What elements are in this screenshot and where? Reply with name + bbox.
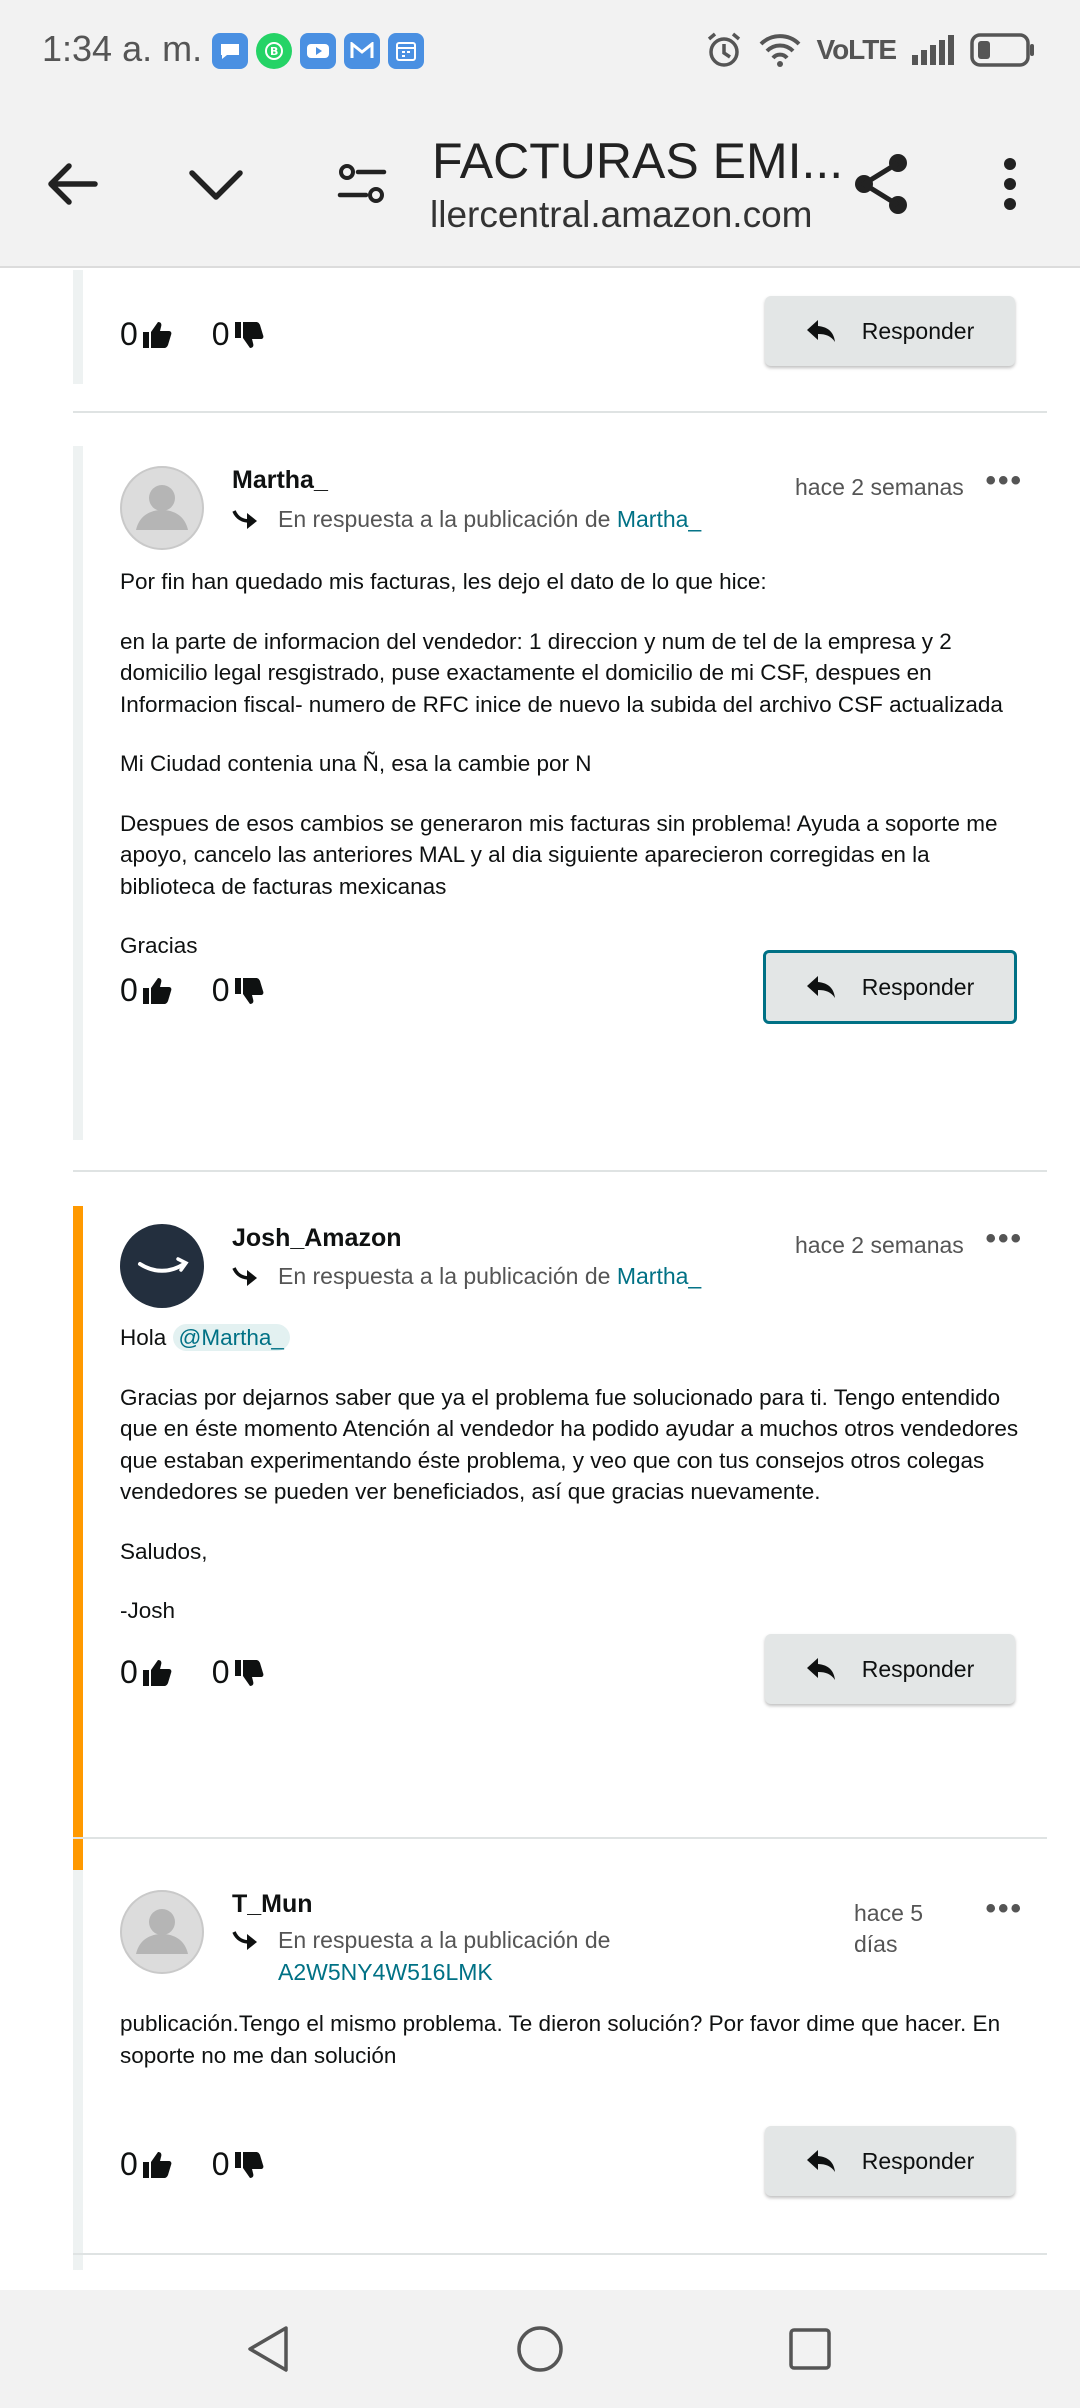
notification-icons	[212, 33, 424, 69]
square-recents-icon	[788, 2327, 832, 2371]
calendar-icon	[388, 33, 424, 69]
post-body: Por fin han quedado mis facturas, les dejo el dato de lo que hice: en la parte de informacion del vendedor: 1 direccion y num de tel de la empresa y 2 domicilio legal resgistrado, puse exactamente el domicilio de mi CSF, despues en Informacion fiscal- numero de RFC inice de nuevo la subida del archivo CSF actualizada Mi Ciudad contenia una Ñ, esa la cambie por N Despues de esos cambios se generaron mis facturas sin problema! Ayuda a soporte me apoyo, cancelo las anteriores MAL y al dia siguiente aparecieron corregidas en la biblioteca de facturas mexicanas Gracias	[120, 569, 1003, 958]
partial-post	[73, 270, 1047, 384]
nav-back-button[interactable]	[208, 2290, 328, 2408]
post-divider	[73, 1837, 1047, 1839]
post-username[interactable]: Josh_Amazon	[232, 1224, 402, 1252]
avatar[interactable]	[120, 1890, 204, 1974]
like-button[interactable]	[120, 316, 172, 353]
user-mention[interactable]: @Martha_	[173, 1324, 290, 1351]
avatar[interactable]	[120, 1224, 204, 1308]
status-indicators	[704, 30, 1036, 70]
reply-button[interactable]: Responder	[765, 2126, 1015, 2196]
dislike-button[interactable]	[212, 1654, 264, 1691]
dislike-count: 0	[211, 316, 230, 352]
whatsapp-business-icon	[256, 33, 292, 69]
like-button[interactable]	[120, 1654, 172, 1691]
triangle-back-icon	[246, 2324, 290, 2374]
post-timestamp: hace 5 días	[854, 1900, 924, 1957]
post-accent-bar	[73, 270, 83, 384]
post-username[interactable]: T_Mun	[232, 1890, 313, 1918]
post-t-mun	[73, 1870, 1047, 2270]
message-app-icon	[212, 33, 248, 69]
like-count: 0	[120, 972, 138, 1008]
reply-target-link[interactable]: A2W5NY4W516LMK	[278, 1959, 493, 1985]
post-username[interactable]: Martha_	[232, 466, 328, 494]
post-more-button[interactable]: •••	[985, 464, 1023, 497]
thumbs-down-icon	[234, 2151, 264, 2179]
nav-home-button[interactable]	[480, 2290, 600, 2408]
reply-arrow-icon	[806, 1657, 836, 1681]
svg-text:B: B	[270, 45, 279, 58]
reply-button[interactable]: Responder	[763, 950, 1017, 1024]
status-time: 1:34 a. m.	[42, 28, 203, 69]
thumbs-up-icon	[142, 321, 172, 349]
thumbs-up-icon	[142, 977, 172, 1005]
reply-branch-icon	[232, 1266, 260, 1290]
battery-icon	[970, 33, 1036, 67]
wifi-icon	[758, 32, 802, 68]
reply-arrow-icon	[806, 975, 836, 999]
reply-button[interactable]: Responder	[765, 1634, 1015, 1704]
like-button[interactable]	[120, 972, 172, 1009]
post-accent-bar	[73, 1870, 83, 2270]
more-options-button[interactable]	[970, 100, 1050, 268]
thumbs-up-icon	[142, 1659, 172, 1687]
reply-target-link[interactable]: Martha_	[616, 506, 702, 532]
like-count: 0	[120, 1654, 138, 1690]
youtube-icon	[300, 33, 336, 69]
reply-branch-icon	[232, 1930, 260, 1954]
reply-reference: En respuesta a la publicación de Martha_	[232, 503, 701, 535]
nav-recents-button[interactable]	[750, 2290, 870, 2408]
circle-home-icon	[516, 2325, 564, 2373]
share-button[interactable]	[840, 100, 924, 268]
post-divider	[73, 1170, 1047, 1172]
reply-reference: En respuesta a la publicación de Martha_	[232, 1260, 701, 1292]
vote-controls	[120, 316, 304, 353]
collapse-button[interactable]	[174, 100, 258, 268]
chevron-down-icon	[188, 167, 244, 201]
post-more-button[interactable]: •••	[985, 1222, 1023, 1255]
post-body: Hola @Martha_ Gracias por dejarnos saber que ya el problema fue solucionado para ti. Tengo entendido que en éste momento Atención al vendedor ha podido ayudar a muchos otros vendedores que estaban experimentando éste problema, y veo que con tus consejos otros colegas vendedores se pueden ver beneficiados, así que gracias nuevamente. Saludos, -Josh	[120, 1325, 1019, 1623]
reply-arrow-icon	[806, 2149, 836, 2173]
default-avatar-icon	[122, 1892, 202, 1972]
post-body: publicación.Tengo el mismo problema. Te dieron solución? Por favor dime que hacer. En soporte no me dan solución	[120, 2011, 1001, 2068]
post-martha	[73, 446, 1047, 1140]
like-button[interactable]	[120, 2146, 172, 2183]
post-timestamp: hace 2 semanas	[795, 1232, 964, 1258]
page-url[interactable]: llercentral.amazon.com	[430, 194, 813, 235]
dislike-count: 0	[211, 1654, 230, 1690]
like-count: 0	[120, 316, 138, 352]
signal-icon	[910, 35, 956, 65]
network-type-label: VoLTE	[816, 34, 896, 65]
more-vertical-icon	[1002, 158, 1018, 210]
arrow-left-icon	[45, 161, 99, 207]
post-more-button[interactable]: •••	[985, 1892, 1023, 1925]
like-count: 0	[120, 2146, 138, 2182]
amazon-smile-icon	[120, 1224, 204, 1308]
dislike-button[interactable]	[212, 2146, 264, 2183]
reply-reference: En respuesta a la publicación de A2W5NY4W516LMK	[232, 1924, 610, 1988]
thumbs-up-icon	[142, 2151, 172, 2179]
thumbs-down-icon	[234, 977, 264, 1005]
system-navigation-bar	[0, 2290, 1080, 2408]
post-divider	[73, 2253, 1047, 2255]
browser-toolbar	[0, 100, 1080, 268]
thread-content	[0, 270, 1080, 2290]
vote-controls	[120, 2146, 304, 2183]
reply-button[interactable]: Responder	[765, 296, 1015, 366]
page-title: FACTURAS EMI...	[432, 133, 844, 189]
thumbs-down-icon	[234, 1659, 264, 1687]
dislike-button[interactable]	[212, 972, 264, 1009]
dislike-count: 0	[211, 2146, 230, 2182]
vote-controls	[120, 972, 304, 1009]
share-icon	[852, 152, 912, 216]
gmail-icon	[344, 33, 380, 69]
avatar[interactable]	[120, 466, 204, 550]
default-avatar-icon	[122, 468, 202, 548]
post-accent-bar	[73, 446, 83, 1140]
reply-target-link[interactable]: Martha_	[616, 1263, 702, 1289]
post-divider	[73, 411, 1047, 413]
back-button[interactable]	[30, 100, 114, 268]
alarm-icon	[704, 30, 744, 70]
post-timestamp: hace 2 semanas	[795, 474, 964, 500]
reply-branch-icon	[232, 509, 260, 533]
thumbs-down-icon	[234, 321, 264, 349]
tune-icon	[336, 161, 388, 207]
reply-arrow-icon	[806, 319, 836, 343]
vote-controls	[120, 1654, 304, 1691]
status-bar	[0, 0, 1080, 100]
dislike-button[interactable]	[212, 316, 264, 353]
site-settings-button[interactable]	[320, 100, 404, 268]
dislike-count: 0	[211, 972, 230, 1008]
